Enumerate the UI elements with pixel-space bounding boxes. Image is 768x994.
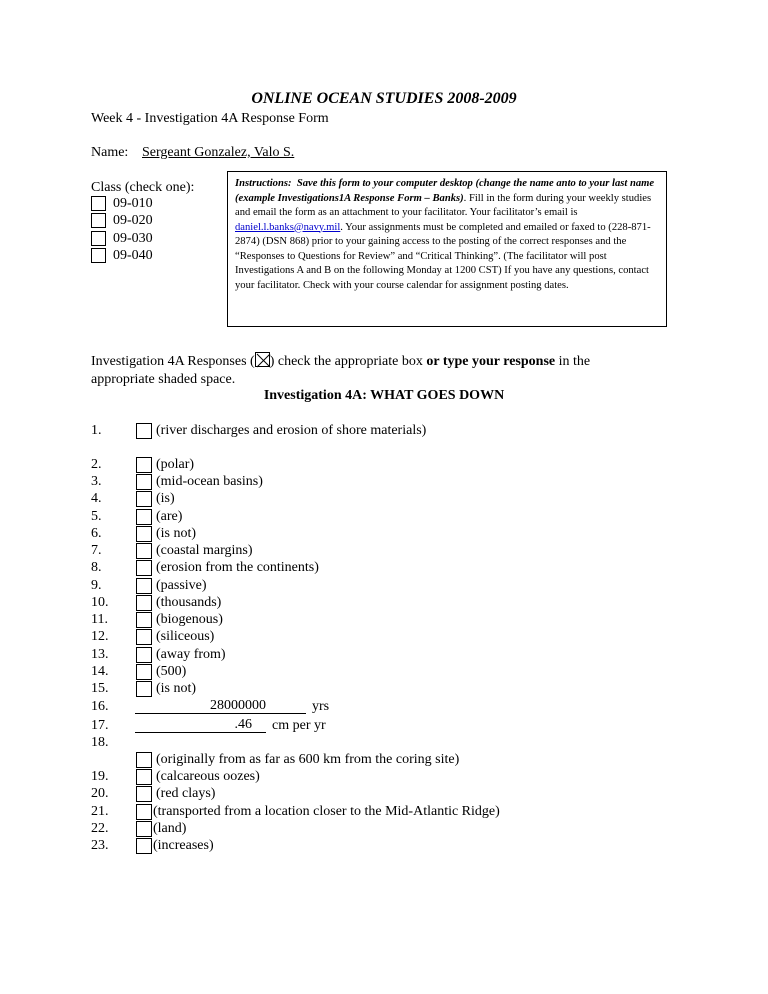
question-row xyxy=(91,680,691,697)
class-label: Class (check one): xyxy=(91,180,195,195)
question-row xyxy=(91,820,691,837)
question-option: (red clays) xyxy=(156,786,216,801)
question-row xyxy=(91,456,691,473)
class-option-label: 09-040 xyxy=(113,248,153,263)
question-number: 6. xyxy=(91,526,102,541)
class-option-09-010[interactable] xyxy=(91,196,153,213)
question-option: (polar) xyxy=(156,457,195,472)
question-option: (originally from as far as 600 km from the coring site) xyxy=(156,752,460,767)
question-number: 1. xyxy=(91,423,102,438)
question-row xyxy=(91,751,691,768)
checked-box-icon xyxy=(255,352,270,367)
question-number: 19. xyxy=(91,769,109,784)
answer-checkbox[interactable] xyxy=(136,821,152,837)
class-option-09-040[interactable] xyxy=(91,248,153,265)
question-number: 13. xyxy=(91,647,109,662)
answer-checkbox[interactable] xyxy=(136,560,152,576)
question-number: 22. xyxy=(91,821,109,836)
class-checkbox[interactable] xyxy=(91,213,106,228)
question-option: (transported from a location closer to the Mid-Atlantic Ridge) xyxy=(153,804,500,819)
answer-checkbox[interactable] xyxy=(136,804,152,820)
class-checkbox[interactable] xyxy=(91,196,106,211)
section-heading: Investigation 4A: WHAT GOES DOWN xyxy=(263,388,505,403)
question-number: 7. xyxy=(91,543,102,558)
question-row xyxy=(91,594,691,611)
question-number: 16. xyxy=(91,699,109,714)
question-row xyxy=(91,611,691,628)
question-number: 4. xyxy=(91,491,102,506)
question-option: (river discharges and erosion of shore materials) xyxy=(156,423,427,438)
instructions-box: Instructions: Save this form to your computer desktop (change the name anto to your last name (example Investigations1A Response Form – Banks). Fill in the form during your weekly studies and email the form as an attachment to your facilitator. Your facilitator’s email is daniel.l.banks@navy.mil. Your assignments must be completed and emailed or faxed to (228-871-2874) (DSN 868) prior to your gaining access to the posting of the correct responses and the “Responses to Questions for Review” and “Critical Thinking”. (The facilitator will post Investigations A and B on the following Monday at 1200 CST) If you have any questions, contact your facilitator. Check with your course calendar for assignment posting dates. xyxy=(227,171,667,327)
question-row xyxy=(91,542,691,559)
name-field[interactable]: Sergeant Gonzalez, Valo S. xyxy=(142,145,295,160)
question-number: 11. xyxy=(91,612,108,627)
question-number: 3. xyxy=(91,474,102,489)
class-option-label: 09-030 xyxy=(113,231,153,246)
question-row xyxy=(91,628,691,645)
name-label: Name: xyxy=(91,145,129,160)
question-row xyxy=(91,525,691,542)
question-row xyxy=(91,473,691,490)
form-subtitle: Week 4 - Investigation 4A Response Form xyxy=(91,111,329,126)
question-row xyxy=(91,559,691,576)
question-option: (is not) xyxy=(156,681,197,696)
answer-checkbox[interactable] xyxy=(136,543,152,559)
question-option: (siliceous) xyxy=(156,629,215,644)
question-option: (is) xyxy=(156,491,175,506)
question-option: (coastal margins) xyxy=(156,543,253,558)
instructions-lead: Instructions xyxy=(235,178,288,189)
question-row xyxy=(91,646,691,663)
responses-intro: Investigation 4A Responses ( ) check the appropriate box or type your response in the appropriate shaded space. xyxy=(91,354,591,387)
answer-unit: yrs xyxy=(312,699,330,714)
class-checkbox[interactable] xyxy=(91,231,106,246)
answer-checkbox[interactable] xyxy=(136,578,152,594)
question-number: 18. xyxy=(91,735,109,750)
facilitator-email-link[interactable]: daniel.l.banks@navy.mil xyxy=(235,221,341,233)
question-option: (away from) xyxy=(156,647,226,662)
question-number: 5. xyxy=(91,509,102,524)
answer-checkbox[interactable] xyxy=(136,457,152,473)
answer-checkbox[interactable] xyxy=(136,647,152,663)
question-row xyxy=(91,785,691,802)
question-option: (land) xyxy=(153,821,187,836)
answer-checkbox[interactable] xyxy=(136,786,152,802)
question-number: 20. xyxy=(91,786,109,801)
answer-checkbox[interactable] xyxy=(136,769,152,785)
question-row xyxy=(91,577,691,594)
question-row xyxy=(91,422,691,439)
answer-row xyxy=(91,698,691,715)
class-option-09-030[interactable] xyxy=(91,231,153,248)
class-option-09-020[interactable] xyxy=(91,213,153,230)
answer-checkbox[interactable] xyxy=(136,423,152,439)
question-number: 15. xyxy=(91,681,109,696)
question-option: (are) xyxy=(156,509,183,524)
answer-checkbox[interactable] xyxy=(136,474,152,490)
answer-checkbox[interactable] xyxy=(136,681,152,697)
question-option: (erosion from the continents) xyxy=(156,560,319,575)
answer-checkbox[interactable] xyxy=(136,491,152,507)
class-option-label: 09-010 xyxy=(113,196,153,211)
answer-checkbox[interactable] xyxy=(136,526,152,542)
question-number: 2. xyxy=(91,457,102,472)
answer-checkbox[interactable] xyxy=(136,595,152,611)
instructions-text-b: . Your assignments must be completed and emailed or faxed to (228-871-2874) (DSN 868) prior to your gaining access to the posting of the correct responses and the “Responses to Questions for Review” and “Critical Thinking”. (The facilitator will post Investigations A and B on the following Monday at 1200 CST) If you have any questions, contact your facilitator. Check with your course calendar for assignment posting dates. xyxy=(235,221,651,291)
answer-checkbox[interactable] xyxy=(136,664,152,680)
question-number: 17. xyxy=(91,718,109,733)
question-number: 10. xyxy=(91,595,109,610)
question-row xyxy=(91,490,691,507)
page-title: ONLINE OCEAN STUDIES 2008-2009 xyxy=(251,90,517,107)
question-number: 21. xyxy=(91,804,109,819)
question-row xyxy=(91,768,691,785)
answer-checkbox[interactable] xyxy=(136,629,152,645)
question-row xyxy=(91,508,691,525)
question-number: 9. xyxy=(91,578,102,593)
answer-checkbox[interactable] xyxy=(136,612,152,628)
question-option: (500) xyxy=(156,664,187,679)
question-number: 23. xyxy=(91,838,109,853)
answer-input[interactable]: .46 xyxy=(135,717,266,733)
question-number: 14. xyxy=(91,664,109,679)
answer-checkbox[interactable] xyxy=(136,838,152,854)
question-option: (mid-ocean basins) xyxy=(156,474,263,489)
answer-row xyxy=(91,717,691,734)
answer-unit: cm per yr xyxy=(272,718,326,733)
class-checkbox[interactable] xyxy=(91,248,106,263)
question-option: (increases) xyxy=(153,838,214,853)
question-number: 12. xyxy=(91,629,109,644)
question-row xyxy=(91,663,691,680)
answer-checkbox[interactable] xyxy=(136,752,152,768)
question-row xyxy=(91,803,691,820)
question-option: (calcareous oozes) xyxy=(156,769,260,784)
answer-input[interactable]: 28000000 xyxy=(135,698,306,714)
question-option: (biogenous) xyxy=(156,612,223,627)
answer-checkbox[interactable] xyxy=(136,509,152,525)
question-row xyxy=(91,734,691,751)
question-row xyxy=(91,837,691,854)
question-option: (passive) xyxy=(156,578,207,593)
class-option-label: 09-020 xyxy=(113,213,153,228)
instructions-bold: Save this form to your computer desktop (change the name anto to your last name (example Investigations1A Response Form – Banks) xyxy=(235,178,655,204)
question-number: 8. xyxy=(91,560,102,575)
question-option: (is not) xyxy=(156,526,197,541)
instructions-text-a: . Fill in the form during your weekly studies and email the form as an attachment to your facilitator. Your facilitator’s email is xyxy=(235,192,652,218)
question-option: (thousands) xyxy=(156,595,222,610)
